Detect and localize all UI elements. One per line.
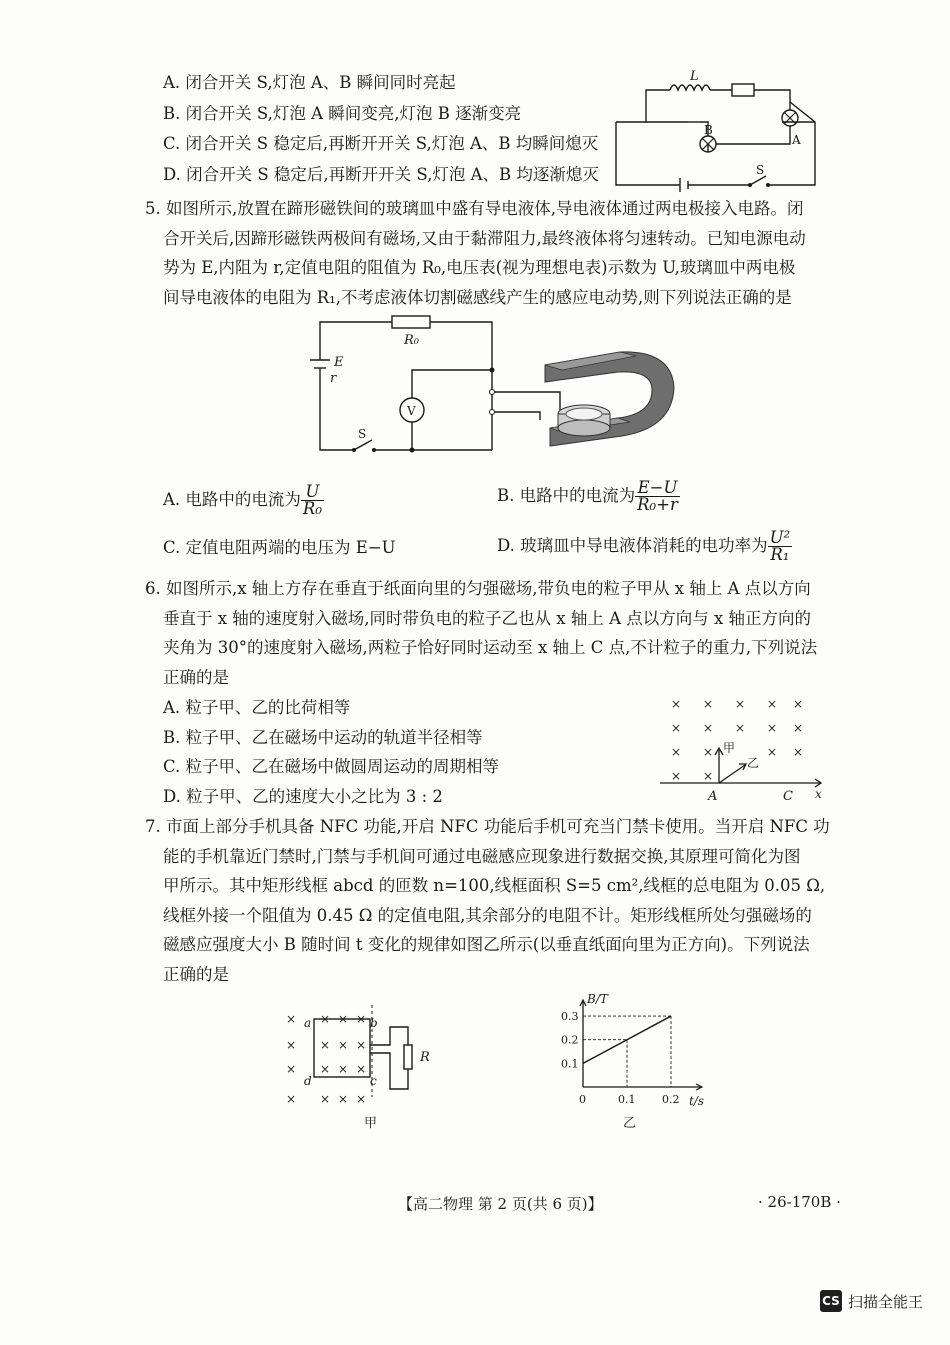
q7-bt-chart xyxy=(555,992,705,1135)
q6-line-1: 6. 如图所示,x 轴上方存在垂直于纸面向里的匀强磁场,带负电的粒子甲从 x 轴上 A 点以方向 xyxy=(145,579,811,598)
q5-option-d-num: U² xyxy=(769,528,791,547)
q6-option-c: C. 粒子甲、乙在磁场中做圆周运动的周期相等 xyxy=(163,757,500,776)
q6-field-cross: × xyxy=(767,745,778,759)
q4-option-d: D. 闭合开关 S 稳定后,再断开开关 S,灯泡 A、B 均逐渐熄灭 xyxy=(163,165,599,184)
q4-option-a: A. 闭合开关 S,灯泡 A、B 瞬间同时亮起 xyxy=(163,73,456,92)
q6-option-d: D. 粒子甲、乙的速度大小之比为 3 : 2 xyxy=(163,787,443,806)
q5-line-4: 间导电液体的电阻为 R₁,不考虑液体切割磁感线产生的感应电动势,则下列说法正确的是 xyxy=(163,288,792,307)
q7-line-5: 磁感应强度大小 B 随时间 t 变化的规律如图乙所示(以垂直纸面向里为正方向)。下列说法 xyxy=(163,935,810,954)
scanner-logo-icon: CS xyxy=(820,1290,842,1312)
q7-caption-yi: 乙 xyxy=(623,1116,637,1131)
q4-option-b: B. 闭合开关 S,灯泡 A 瞬间变亮,灯泡 B 逐渐变亮 xyxy=(163,104,522,123)
q5-label-r: r xyxy=(330,371,337,386)
q5-label-E: E xyxy=(334,355,344,370)
q5-option-a-text: A. 电路中的电流为 xyxy=(163,490,301,509)
q4-circuit-diagram xyxy=(600,60,830,200)
q6-field-cross: × xyxy=(703,721,714,735)
q6-line-3: 夹角为 30°的速度射入磁场,两粒子恰好同时运动至 x 轴上 C 点,不计粒子的重力,下列说法 xyxy=(163,638,818,657)
q5-line-2: 合开关后,因蹄形磁铁两极间有磁场,又由于黏滞阻力,最终液体将匀速转动。已知电源电动 xyxy=(163,229,806,248)
q6-label-yi: 乙 xyxy=(747,756,760,770)
q5-option-a xyxy=(163,484,324,517)
q5-line-1: 5. 如图所示,放置在蹄形磁铁间的玻璃皿中盛有导电液体,导电液体通过两电极接入电路。闭 xyxy=(145,199,804,218)
q7-field-cross: × xyxy=(338,1062,349,1076)
q7-line-6: 正确的是 xyxy=(163,965,229,984)
footer-page-info: 【高二物理 第 2 页(共 6 页)】 xyxy=(398,1195,603,1213)
q6-line-2: 垂直于 x 轴的速度射入磁场,同时带负电的粒子乙也从 x 轴上 A 点以方向与 x 轴正方向的 xyxy=(163,609,812,628)
q7-field-cross: × xyxy=(286,1012,297,1026)
q5-option-b-text: B. 电路中的电流为 xyxy=(497,486,636,505)
q5-label-S: S xyxy=(358,427,367,441)
q5-option-a-num: U xyxy=(301,484,324,501)
q5-option-d-den: R₁ xyxy=(770,545,790,564)
q6-line-4: 正确的是 xyxy=(163,668,229,687)
q5-option-d xyxy=(497,530,792,563)
x-tick-label: 0 xyxy=(579,1093,586,1106)
q6-label-C: C xyxy=(783,789,793,804)
q5-option-c: C. 定值电阻两端的电压为 E−U xyxy=(163,538,396,557)
q4-label-S: S xyxy=(756,163,765,177)
q7-field-cross: × xyxy=(286,1092,297,1106)
q6-field-cross: × xyxy=(671,745,682,759)
q7-label-c: c xyxy=(370,1074,377,1088)
q7-line-3: 甲所示。其中矩形线框 abcd 的匝数 n=100,线框面积 S=5 cm²,线框的总电阻为 0.05 Ω, xyxy=(163,876,826,895)
y-tick-label: 0.3 xyxy=(561,1010,579,1024)
q5-option-d-text: D. 玻璃皿中导电液体消耗的电功率为 xyxy=(497,536,768,555)
q6-field-cross: × xyxy=(703,769,714,783)
q6-field-cross: × xyxy=(671,721,682,735)
q7-field-cross: × xyxy=(356,1038,367,1052)
q6-field-cross: × xyxy=(793,697,804,711)
q6-field-cross: × xyxy=(703,697,714,711)
q7-label-d: d xyxy=(304,1074,312,1088)
q7-label-a: a xyxy=(304,1016,312,1030)
q6-field-cross: × xyxy=(671,697,682,711)
q6-field-cross: × xyxy=(793,721,804,735)
q7-field-cross: × xyxy=(320,1092,331,1106)
q5-label-V: V xyxy=(407,404,416,418)
q7-field-cross: × xyxy=(320,1062,331,1076)
q6-field-cross: × xyxy=(793,745,804,759)
q7-caption-jia: 甲 xyxy=(364,1116,378,1131)
q6-option-b: B. 粒子甲、乙在磁场中运动的轨道半径相等 xyxy=(163,728,483,747)
q4-option-c: C. 闭合开关 S 稳定后,再断开开关 S,灯泡 A、B 均瞬间熄灭 xyxy=(163,134,599,153)
q7-field-cross: × xyxy=(320,1012,331,1026)
q5-option-a-den: R₀ xyxy=(302,499,322,518)
q6-field-cross: × xyxy=(767,697,778,711)
y-axis-label: B/T xyxy=(587,992,608,1006)
q7-label-R: R xyxy=(420,1050,430,1065)
x-tick-label: 0.1 xyxy=(618,1093,636,1106)
q7-field-cross: × xyxy=(356,1062,367,1076)
q7-line-4: 线框外接一个阻值为 0.45 Ω 的定值电阻,其余部分的电阻不计。矩形线框所处匀强磁场的 xyxy=(163,906,812,925)
scanner-name: 扫描全能王 xyxy=(848,1293,924,1311)
q6-field-cross: × xyxy=(671,769,682,783)
q7-field-cross: × xyxy=(320,1038,331,1052)
q4-label-L: L xyxy=(690,69,699,84)
x-tick-label: 0.2 xyxy=(662,1093,680,1106)
q7-field-cross: × xyxy=(356,1012,367,1026)
q7-field-cross: × xyxy=(356,1092,367,1106)
q4-label-A: A xyxy=(792,133,801,147)
y-tick-label: 0.2 xyxy=(561,1033,579,1047)
q6-field-cross: × xyxy=(703,745,714,759)
q5-circuit-diagram xyxy=(300,310,680,460)
footer-code: · 26-170B · xyxy=(758,1193,841,1211)
q5-option-b-num: E−U xyxy=(635,480,680,497)
q7-line-2: 能的手机靠近门禁时,门禁与手机间可通过电磁感应现象进行数据交换,其原理可简化为图 xyxy=(163,847,801,866)
q7-field-cross: × xyxy=(338,1092,349,1106)
q7-field-cross: × xyxy=(286,1062,297,1076)
q6-field-diagram xyxy=(655,688,830,803)
q7-line-1: 7. 市面上部分手机具备 NFC 功能,开启 NFC 功能后手机可充当门禁卡使用。当开启 NFC 功 xyxy=(145,817,830,836)
q7-field-cross: × xyxy=(338,1012,349,1026)
q6-field-cross: × xyxy=(735,697,746,711)
q5-option-b xyxy=(497,480,680,513)
q6-option-a: A. 粒子甲、乙的比荷相等 xyxy=(163,698,351,717)
y-tick-label: 0.1 xyxy=(561,1057,579,1071)
q7-figure-jia xyxy=(280,1005,450,1135)
q6-label-x: x xyxy=(815,787,822,801)
q7-label-b: b xyxy=(370,1016,378,1030)
q6-field-cross: × xyxy=(767,721,778,735)
x-axis-label: t/s xyxy=(689,1094,705,1108)
q6-label-A: A xyxy=(708,789,718,804)
q5-label-R0: R₀ xyxy=(404,333,419,348)
q7-field-cross: × xyxy=(286,1038,297,1052)
q6-label-jia: 甲 xyxy=(723,741,736,755)
q4-label-B: B xyxy=(704,123,713,137)
q6-field-cross: × xyxy=(735,721,746,735)
q7-field-cross: × xyxy=(338,1038,349,1052)
q5-line-3: 势为 E,内阻为 r,定值电阻的阻值为 R₀,电压表(视为理想电表)示数为 U,玻璃皿中两电极 xyxy=(163,258,796,277)
q5-option-b-den: R₀+r xyxy=(637,495,678,514)
